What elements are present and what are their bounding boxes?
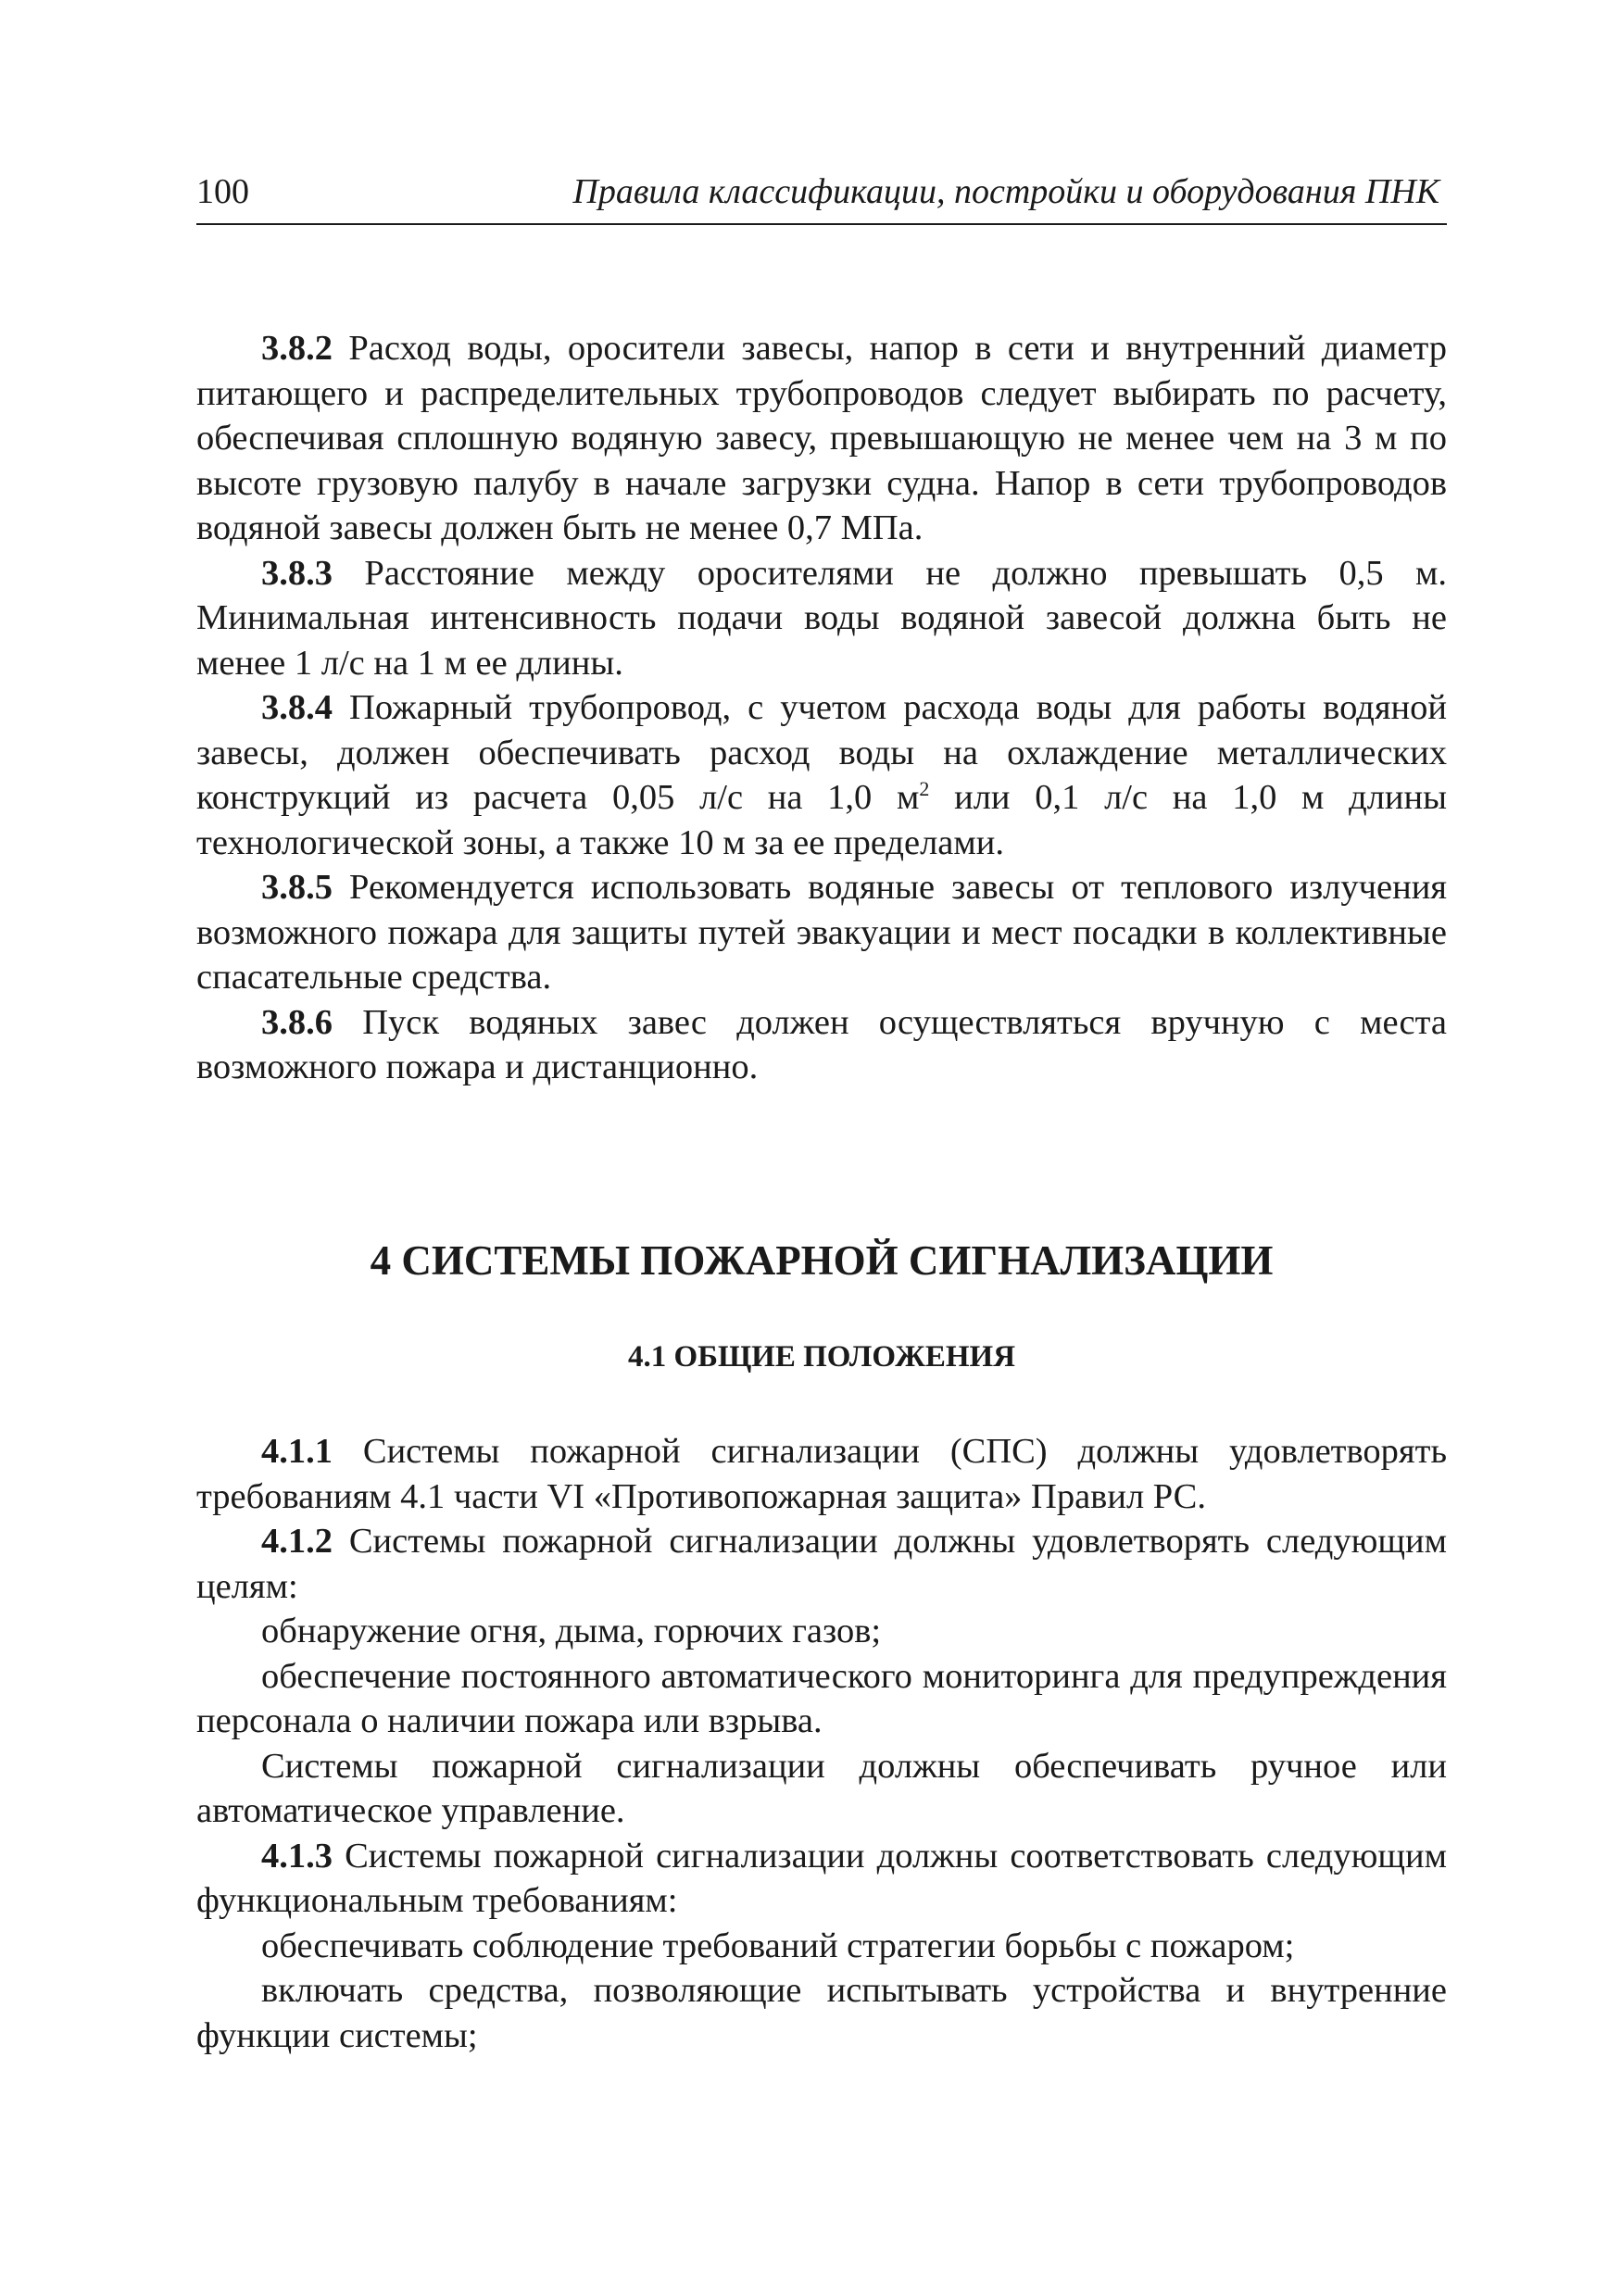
list-item: включать средства, позволяющие испытывать устройства и внутренние функции системы; [196,1971,1447,2055]
clause-3-8-3 [196,551,1447,686]
clause-number: 3.8.4 [261,688,333,727]
clause-text-continued: или 0,1 л/с на 1,0 м длины технологической зоны, а также 10 м за ее пределами. [196,778,1447,862]
list-item: обнаружение огня, дыма, горючих газов; [261,1612,882,1650]
document-page [196,171,1447,2055]
clause-text: Пуск водяных завес должен осуществляться вручную с места возможного пожара и дистанционно. [196,1002,1447,1086]
clause-number: 4.1.1 [261,1432,333,1471]
clause-number: 3.8.6 [261,1002,333,1042]
clause-3-8-6 [196,1000,1447,1090]
clause-4-1-2-note: Системы пожарной сигнализации должны обеспечивать ручное или автоматическое управление. [196,1746,1447,1830]
clause-3-8-5 [196,865,1447,1000]
clause-number: 3.8.3 [261,553,333,593]
section-heading: 4.1 ОБЩИЕ ПОЛОЖЕНИЯ [627,1340,1016,1374]
clause-text: Расход воды, оросители завесы, напор в сети и внутренний диаметр питающего и распределительных трубопроводов следует выбирать по расчету, обеспечивая сплошную водяную завесу, превышающую не менее чем на 3 м по высоте грузовую палубу в начале загрузки судна. Напор в сети трубопроводов водяной завесы должен быть не менее 0,7 МПа. [196,329,1447,547]
clause-text: Системы пожарной сигнализации должны соответствовать следующим функциональным требованиям: [196,1836,1447,1920]
clause-number: 4.1.3 [261,1836,333,1876]
clause-text: Рекомендуется использовать водяные завесы от теплового излучения возможного пожара для защиты путей эвакуации и мест посадки в коллективные спасательные средства. [196,868,1447,997]
clause-3-8-2 [196,326,1447,551]
list-item: обеспечение постоянного автоматического мониторинга для предупреждения персонала о наличии пожара или взрыва. [196,1656,1447,1740]
list-item: обеспечивать соблюдение требований стратегии борьбы с пожаром; [261,1926,1295,1965]
clause-number: 3.8.2 [261,329,333,368]
superscript: 2 [919,777,930,801]
clause-text: Системы пожарной сигнализации (СПС) должны удовлетворять требованиям 4.1 части VI «Противопожарная защита» Правил РС. [196,1432,1447,1516]
chapter-heading: 4 СИСТЕМЫ ПОЖАРНОЙ СИГНАЛИЗАЦИИ [370,1237,1274,1284]
clause-3-8-4 [196,685,1447,865]
clause-4-1-2 [196,1519,1447,1609]
running-title: Правила классификации, постройки и оборудования ПНК [572,172,1439,211]
section-3-8-clauses [196,326,1447,1090]
section-4-1-clauses [196,1429,1447,2058]
clause-number: 4.1.2 [261,1522,333,1561]
clause-text: Системы пожарной сигнализации должны удовлетворять следующим целям: [196,1522,1447,1606]
clause-number: 3.8.5 [261,868,333,907]
clause-text: Расстояние между оросителями не должно превышать 0,5 м. Минимальная интенсивность подачи воды водяной завесой должна быть не менее 1 л/с на 1 м ее длины. [196,553,1447,683]
clause-4-1-3 [196,1834,1447,1924]
clause-4-1-1 [196,1429,1447,1519]
page-number: 100 [196,172,249,211]
clause-text: Пожарный трубопровод, с учетом расхода воды для работы водяной завесы, должен обеспечивать расход воды на охлаждение металлических конструкций из расчета 0,05 л/с на 1,0 м [196,688,1447,817]
running-header [196,171,1447,225]
